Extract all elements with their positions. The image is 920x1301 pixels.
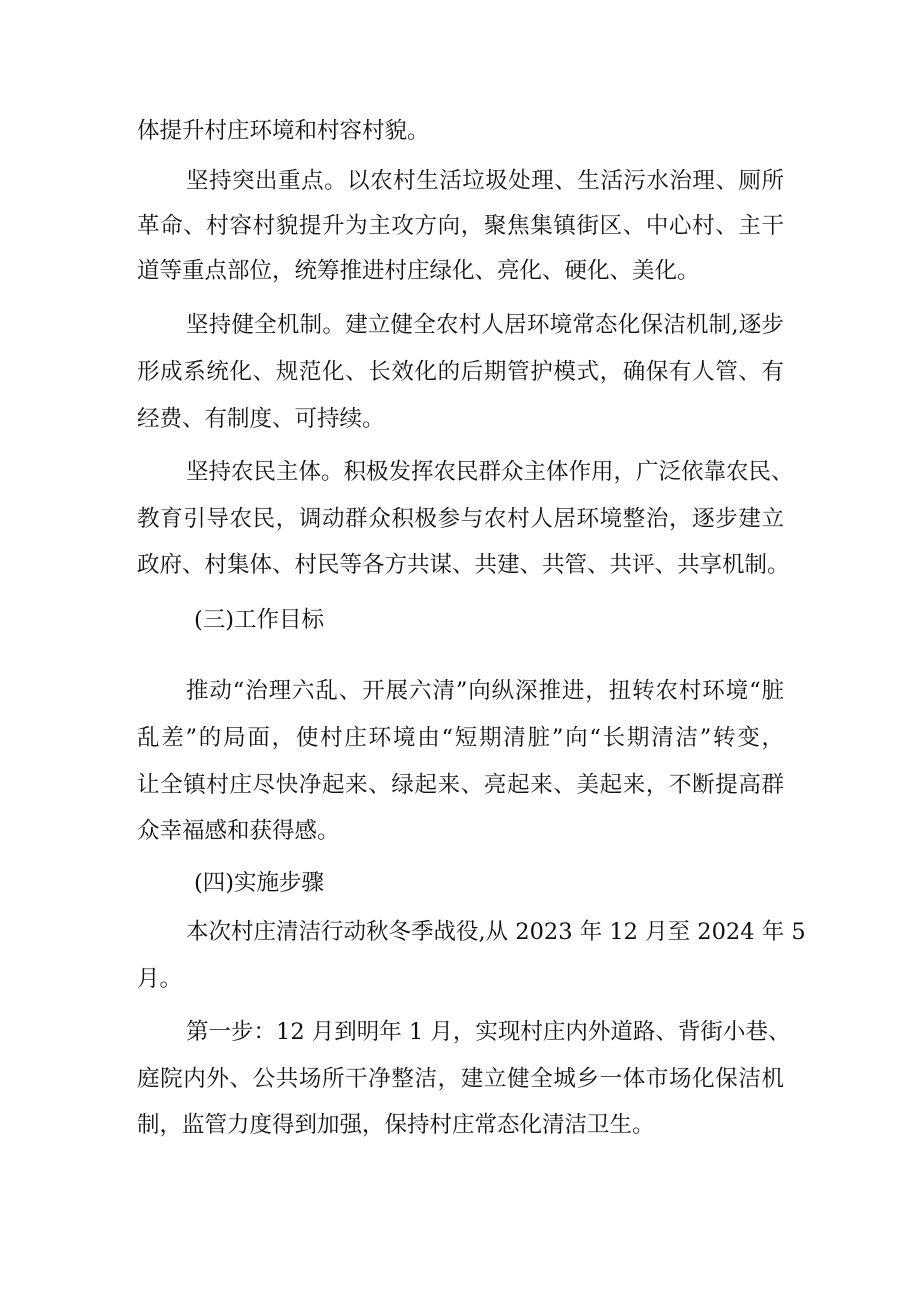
paragraph-line: 形成系统化、规范化、长效化的后期管护模式，确保有人管、有 [137,359,784,385]
paragraph-line: 体提升村庄环境和村容村貌。 [137,118,430,144]
paragraph-line: 推动“治理六乱、开展六清”向纵深推进，扭转农村环境“脏 [186,678,784,704]
paragraph-line: 革命、村容村貌提升为主攻方向，聚焦集镇街区、中心村、主干 [137,213,784,239]
paragraph-line: 坚持健全机制。建立健全农村人居环境常态化保洁机制,逐步 [186,312,784,338]
paragraph-line: 本次村庄清洁行动秋冬季战役,从 2023 年 12 月至 2024 年 5 [186,919,806,945]
section-heading: (三)工作目标 [194,607,325,633]
paragraph-line: 让全镇村庄尽快净起来、绿起来、亮起来、美起来，不断提高群 [137,772,784,798]
paragraph-line: 经费、有制度、可持续。 [137,406,385,432]
paragraph-line: 第一步：12 月到明年 1 月，实现村庄内外道路、背街小巷、 [186,1019,791,1045]
paragraph-line: 众幸福感和获得感。 [137,818,340,844]
paragraph-line: 乱差”的局面，使村庄环境由“短期清脏”向“长期清洁”转变， [137,725,784,751]
paragraph-line: 道等重点部位，统筹推进村庄绿化、亮化、硬化、美化。 [137,258,700,284]
paragraph-line: 坚持农民主体。积极发挥农民群众主体作用，广泛依靠农民、 [186,459,794,485]
section-heading: (四)实施步骤 [194,870,325,896]
paragraph-line: 月。 [137,966,183,992]
paragraph-line: 政府、村集体、村民等各方共谋、共建、共管、共评、共享机制。 [137,552,790,578]
paragraph-line: 坚持突出重点。以农村生活垃圾处理、生活污水治理、厕所 [186,168,784,194]
paragraph-line: 教育引导农民，调动群众积极参与农村人居环境整治，逐步建立 [137,506,784,532]
paragraph-line: 制，监管力度得到加强，保持村庄常态化清洁卫生。 [137,1112,655,1138]
paragraph-line: 庭院内外、公共场所干净整洁，建立健全城乡一体市场化保洁机 [137,1066,784,1092]
